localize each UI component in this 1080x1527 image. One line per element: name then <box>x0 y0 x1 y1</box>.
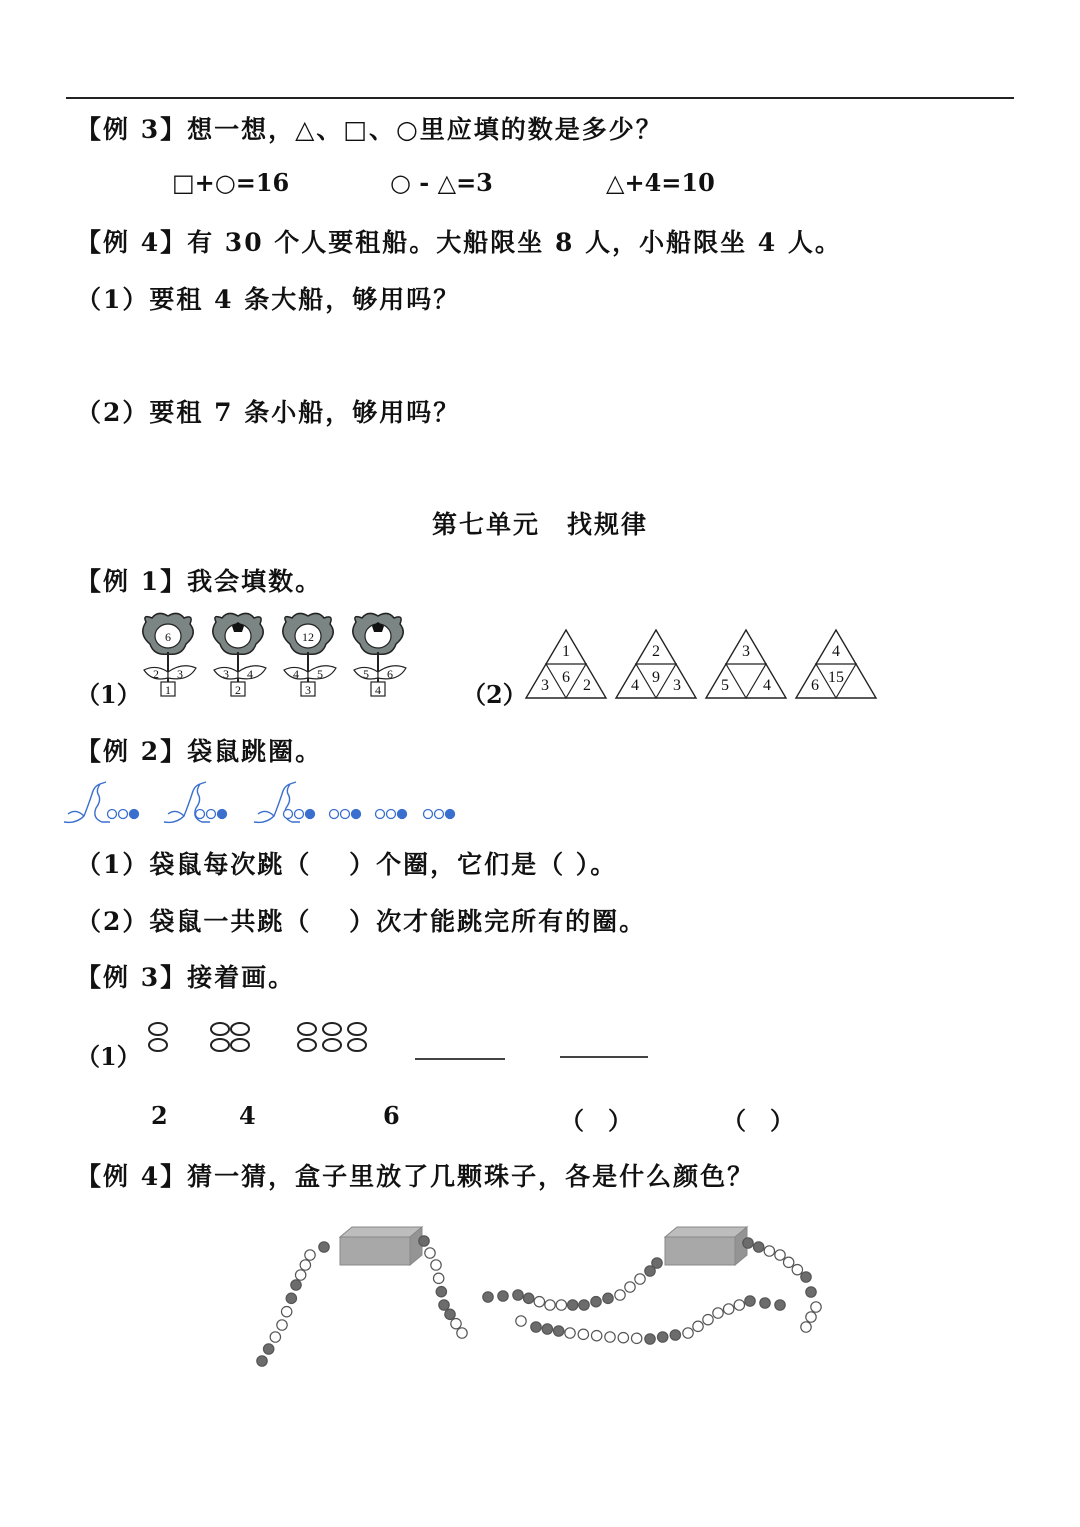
kangaroo-icon <box>254 782 300 822</box>
hoop-group <box>196 810 227 819</box>
bead-light <box>713 1308 723 1318</box>
bead-light <box>723 1304 733 1314</box>
leaf-left-number: 5 <box>363 667 369 681</box>
hoop-filled <box>398 810 407 819</box>
hoop-open <box>108 810 117 819</box>
equation-2: ○ - △=3 <box>390 168 493 197</box>
hoop-open <box>295 810 304 819</box>
bead-light <box>615 1290 625 1300</box>
bead-light <box>565 1328 575 1338</box>
triangle-left-number: 4 <box>631 677 639 694</box>
bead-light <box>556 1300 566 1310</box>
bead-dark <box>806 1287 816 1297</box>
ex1-label-1: （1） <box>76 680 141 709</box>
leaf-right-number: 6 <box>387 667 393 681</box>
oval <box>149 1023 167 1035</box>
bead-dark <box>567 1300 577 1310</box>
bead-dark <box>286 1293 296 1303</box>
hoop-filled <box>446 810 455 819</box>
unit-ex2-q2: （2）袋鼠一共跳（ ）次才能跳完所有的圈。 <box>76 907 647 936</box>
hoop-filled <box>306 810 315 819</box>
bead-dark <box>579 1300 589 1310</box>
flower <box>283 613 336 697</box>
bead-light <box>457 1328 467 1338</box>
bead-necklace-figure <box>240 1215 840 1385</box>
kangaroo-outline <box>64 782 110 822</box>
triangle-top-number: 4 <box>832 643 840 660</box>
bead-dark <box>743 1238 753 1248</box>
oval <box>298 1023 316 1035</box>
hoop-open <box>376 810 385 819</box>
hoop-open <box>424 810 433 819</box>
bead-dark <box>603 1293 613 1303</box>
bead-light <box>792 1264 802 1274</box>
kangaroo-icon <box>64 782 110 822</box>
bead-dark <box>753 1242 763 1252</box>
leaf-right-number: 4 <box>247 667 253 681</box>
oval <box>298 1039 316 1051</box>
unit-ex3-question: 【例 3】接着画。 <box>76 963 296 992</box>
bead-dark <box>436 1286 446 1296</box>
bead-dark <box>801 1272 811 1282</box>
ex3-label-1: （1） <box>76 1042 141 1071</box>
bead-dark <box>291 1280 301 1290</box>
triangle-right-number: 2 <box>583 677 591 694</box>
bead-dark <box>553 1326 563 1336</box>
flower <box>143 613 196 697</box>
bead-dark <box>775 1300 785 1310</box>
triangle-right-number: 4 <box>763 677 771 694</box>
count-blank-2: （ ） <box>722 1106 794 1135</box>
bead-light <box>683 1328 693 1338</box>
oval <box>149 1039 167 1051</box>
number-triangle <box>706 630 786 698</box>
bead-light <box>693 1321 703 1331</box>
bead-light <box>764 1246 774 1256</box>
triangle-top-number: 1 <box>562 643 570 660</box>
unit-ex2-q1: （1）袋鼠每次跳（ ）个圈，它们是（ ）。 <box>76 850 618 879</box>
bead-dark <box>645 1334 655 1344</box>
flower <box>213 613 266 697</box>
hoop-open <box>341 810 350 819</box>
bead-light <box>618 1332 628 1342</box>
triangle-left-number: 5 <box>721 677 729 694</box>
bead-dark <box>483 1292 493 1302</box>
bead-light <box>534 1296 544 1306</box>
triangle-right-number: 3 <box>673 677 681 694</box>
equation-3: △+4=10 <box>606 168 715 197</box>
count-4: 4 <box>239 1101 256 1130</box>
bead-dark <box>513 1290 523 1300</box>
bead-box-top <box>340 1227 422 1237</box>
unit-ex4-question: 【例 4】猜一猜，盒子里放了几颗珠子，各是什么颜色？ <box>76 1162 755 1191</box>
hoop-filled <box>218 810 227 819</box>
triangle-top-number: 3 <box>742 643 750 660</box>
hoop-open <box>119 810 128 819</box>
triangle-mid-number: 15 <box>828 669 844 686</box>
hoop-filled <box>352 810 361 819</box>
hoop-open <box>387 810 396 819</box>
bead-dark <box>591 1296 601 1306</box>
bead-dark <box>531 1322 541 1332</box>
bead-light <box>300 1260 310 1270</box>
ex4-q1: （1）要租 4 条大船，够用吗？ <box>76 285 461 314</box>
unit-ex1-question: 【例 1】我会填数。 <box>76 567 323 596</box>
oval <box>323 1023 341 1035</box>
triangle-mid-number: 6 <box>562 669 570 686</box>
header-rule <box>66 97 1014 99</box>
unit-title: 第七单元 找规律 <box>431 510 648 539</box>
hoop-group <box>330 810 361 819</box>
bead-dark <box>670 1330 680 1340</box>
oval <box>231 1039 249 1051</box>
flower-top-number: 12 <box>302 630 314 644</box>
bead-light <box>703 1314 713 1324</box>
answer-blank-1[interactable] <box>415 1058 505 1060</box>
bead-light <box>605 1332 615 1342</box>
bead-dark <box>523 1293 533 1303</box>
bead-box-top <box>665 1227 747 1237</box>
flower <box>353 613 406 697</box>
hoop-open <box>196 810 205 819</box>
oval <box>348 1023 366 1035</box>
unit-ex2-question: 【例 2】袋鼠跳圈。 <box>76 737 323 766</box>
bead-light <box>451 1318 461 1328</box>
number-triangle <box>616 630 696 698</box>
number-triangle <box>796 630 876 698</box>
triangles-figure <box>520 628 885 703</box>
hoop-group <box>376 810 407 819</box>
pot-number: 4 <box>375 683 381 697</box>
bead-light <box>806 1312 816 1322</box>
bead-light <box>775 1250 785 1260</box>
bead-dark <box>657 1332 667 1342</box>
bead-light <box>625 1282 635 1292</box>
bead-light <box>591 1330 601 1340</box>
bead-dark <box>445 1309 455 1319</box>
triangle-mid-number: 9 <box>652 669 660 686</box>
oval <box>211 1039 229 1051</box>
triangle-left-number: 6 <box>811 677 819 694</box>
kangaroo-outline <box>254 782 300 822</box>
bead-dark <box>439 1300 449 1310</box>
equation-1: □+○=16 <box>172 168 290 197</box>
bead-dark <box>652 1258 662 1268</box>
ovals-figure <box>140 1018 380 1058</box>
bead-light <box>578 1329 588 1339</box>
hoop-open <box>284 810 293 819</box>
bead-dark <box>760 1298 770 1308</box>
answer-blank-2[interactable] <box>560 1056 648 1058</box>
bead-dark <box>257 1356 267 1366</box>
bead-light <box>516 1316 526 1326</box>
bead-box <box>340 1237 410 1265</box>
bead-light <box>295 1270 305 1280</box>
bead-light <box>433 1273 443 1283</box>
oval <box>231 1023 249 1035</box>
oval <box>348 1039 366 1051</box>
flower-top-number: 6 <box>165 630 171 644</box>
bead-dark <box>263 1344 273 1354</box>
number-triangle <box>526 630 606 698</box>
bead-box <box>665 1237 735 1265</box>
bead-light <box>431 1260 441 1270</box>
count-2: 2 <box>151 1101 168 1130</box>
hoop-group <box>284 810 315 819</box>
bead-light <box>425 1248 435 1258</box>
bead-light <box>783 1257 793 1267</box>
ex1-label-2: （2） <box>462 680 527 709</box>
bead-dark <box>745 1296 755 1306</box>
bead-light <box>270 1332 280 1342</box>
leaf-right-number: 3 <box>177 667 183 681</box>
leaf-right-number: 5 <box>317 667 323 681</box>
bead-dark <box>542 1324 552 1334</box>
kangaroo-hoops-figure <box>62 776 472 828</box>
pot-number: 2 <box>235 683 241 697</box>
oval <box>211 1023 229 1035</box>
hoop-open <box>435 810 444 819</box>
leaf-left-number: 3 <box>223 667 229 681</box>
hoop-group <box>108 810 139 819</box>
hoop-group <box>424 810 455 819</box>
bead-light <box>801 1322 811 1332</box>
triangle-left-number: 3 <box>541 677 549 694</box>
bead-light <box>635 1274 645 1284</box>
leaf-left-number: 2 <box>153 667 159 681</box>
count-blank-1: （ ） <box>560 1106 632 1135</box>
ex3-question: 【例 3】想一想，△、□、○里应填的数是多少？ <box>76 115 663 144</box>
bead-dark <box>419 1236 429 1246</box>
bead-light <box>277 1320 287 1330</box>
hoop-open <box>207 810 216 819</box>
hoop-open <box>330 810 339 819</box>
count-6: 6 <box>383 1101 400 1130</box>
flowers-figure <box>130 612 420 704</box>
hoop-filled <box>130 810 139 819</box>
triangle-top-number: 2 <box>652 643 660 660</box>
pot-number: 3 <box>305 683 311 697</box>
bead-light <box>734 1300 744 1310</box>
bead-light <box>281 1306 291 1316</box>
oval <box>323 1039 341 1051</box>
bead-light <box>631 1333 641 1343</box>
leaf-left-number: 4 <box>293 667 299 681</box>
bead-light <box>811 1302 821 1312</box>
pot-number: 1 <box>165 683 171 697</box>
ex4-question: 【例 4】有 30 个人要租船。大船限坐 8 人，小船限坐 4 人。 <box>76 228 842 257</box>
bead-dark <box>498 1291 508 1301</box>
bead-light <box>305 1250 315 1260</box>
bead-dark <box>319 1242 329 1252</box>
bead-light <box>545 1300 555 1310</box>
ex4-q2: （2）要租 7 条小船，够用吗？ <box>76 398 461 427</box>
